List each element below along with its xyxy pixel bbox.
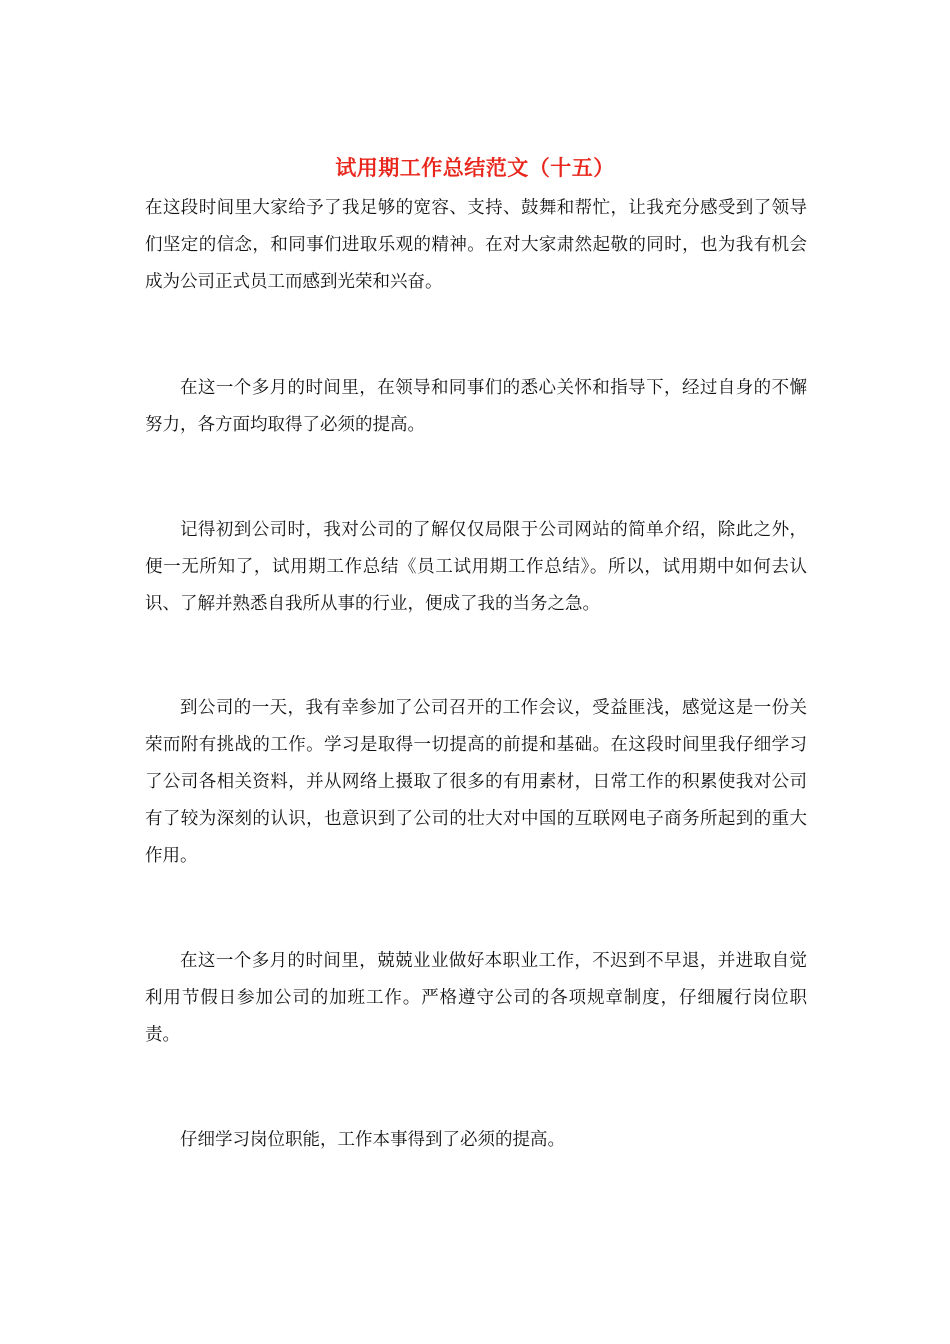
paragraph-5: 在这一个多月的时间里，兢兢业业做好本职业工作，不迟到不早退，并进取自觉利用节假日参加公司的加班工作。严格遵守公司的各项规章制度，仔细履行岗位职责。 xyxy=(145,951,807,1045)
paragraph-6: 仔细学习岗位职能，工作本事得到了必须的提高。 xyxy=(180,1130,565,1150)
paragraph-3: 记得初到公司时，我对公司的了解仅仅局限于公司网站的简单介绍，除此之外，便一无所知了，试用期工作总结《员工试用期工作总结》。所以，试用期中如何去认识、了解并熟悉自我所从事的行业，便成了我的当务之急。 xyxy=(145,520,807,614)
document-title: 试用期工作总结范文（十五） xyxy=(335,155,615,180)
paragraph-2: 在这一个多月的时间里，在领导和同事们的悉心关怀和指导下，经过自身的不懈努力，各方面均取得了必须的提高。 xyxy=(145,378,807,435)
paragraph-1: 在这段时间里大家给予了我足够的宽容、支持、鼓舞和帮忙，让我充分感受到了领导们坚定的信念，和同事们进取乐观的精神。在对大家肃然起敬的同时，也为我有机会成为公司正式员工而感到光荣和兴奋。 xyxy=(145,198,807,292)
paragraph-4: 到公司的一天，我有幸参加了公司召开的工作会议，受益匪浅，感觉这是一份关荣而附有挑战的工作。学习是取得一切提高的前提和基础。在这段时间里我仔细学习了公司各相关资料，并从网络上摄取了很多的有用素材，日常工作的积累使我对公司有了较为深刻的认识，也意识到了公司的壮大对中国的互联网电子商务所起到的重大作用。 xyxy=(145,698,807,866)
